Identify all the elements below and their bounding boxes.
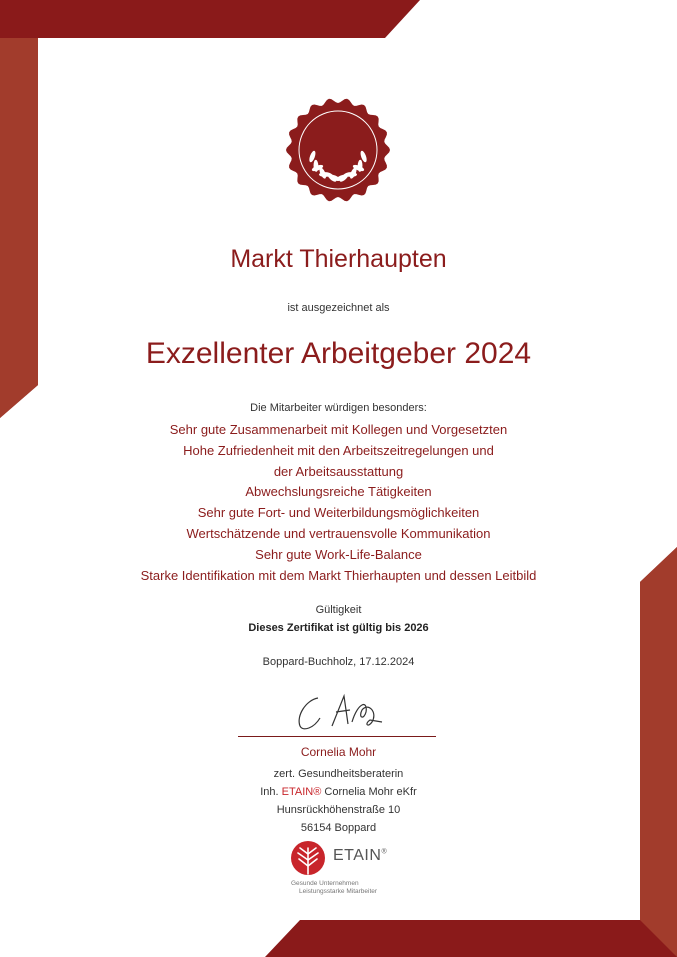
highlight-item: Sehr gute Fort- und Weiterbildungsmöglichkeiten: [197, 505, 480, 521]
laurel-seal-icon: [283, 95, 393, 205]
highlight-item: Sehr gute Work-Life-Balance: [255, 546, 422, 562]
highlight-item: Hohe Zufriedenheit mit den Arbeitszeitregelungen und: [183, 442, 494, 458]
logo-tagline: [291, 880, 377, 896]
highlight-item: der Arbeitsausstattung: [273, 463, 404, 479]
place-date: Boppard-Buchholz, 17.12.2024: [262, 656, 415, 668]
owner-prefix: Inh.: [260, 786, 279, 798]
laurel-leaf: [345, 172, 357, 177]
highlight-item: Wertschätzende und vertrauensvolle Kommunikation: [186, 525, 491, 541]
highlights-list: [0, 420, 677, 586]
logo-registered: ®: [381, 848, 388, 856]
award-title: Exzellenter Arbeitgeber 2024: [145, 337, 532, 370]
validity-text: Dieses Zertifikat ist gültig bis 2026: [248, 622, 429, 634]
organization-name: Markt Thierhaupten: [230, 245, 447, 273]
highlight-item: Starke Identifikation mit dem Markt Thierhaupten und dessen Leitbild: [140, 567, 537, 583]
owner-brand: ETAIN®: [281, 786, 322, 798]
signatory-name: Cornelia Mohr: [300, 745, 377, 759]
signatory-city: 56154 Boppard: [300, 822, 377, 834]
signatory-owner: [0, 783, 677, 801]
signatory-details: [0, 765, 677, 837]
etain-logo: [333, 847, 387, 865]
highlight-item: Sehr gute Zusammenarbeit mit Kollegen und Vorgesetzten: [169, 422, 508, 437]
signature-icon: [288, 688, 398, 738]
logo-tagline-2: Leistungsstarke Mitarbeiter: [299, 888, 378, 895]
owner-suffix: Cornelia Mohr eKfr: [324, 786, 417, 798]
logo-tagline-1: Gesunde Unternehmen: [291, 880, 359, 887]
logo-wordmark: ETAIN: [333, 847, 382, 864]
signatory-title: zert. Gesundheitsberaterin: [273, 768, 404, 780]
signatory-street: Hunsrückhöhenstraße 10: [276, 804, 401, 816]
validity-label: Gültigkeit: [315, 604, 362, 616]
intro-text: ist ausgezeichnet als: [287, 302, 390, 314]
laurel-leaf: [319, 172, 331, 177]
signature-line: [238, 736, 436, 737]
highlights-lead: Die Mitarbeiter würdigen besonders:: [250, 402, 427, 414]
highlight-item: Abwechslungsreiche Tätigkeiten: [245, 484, 432, 500]
